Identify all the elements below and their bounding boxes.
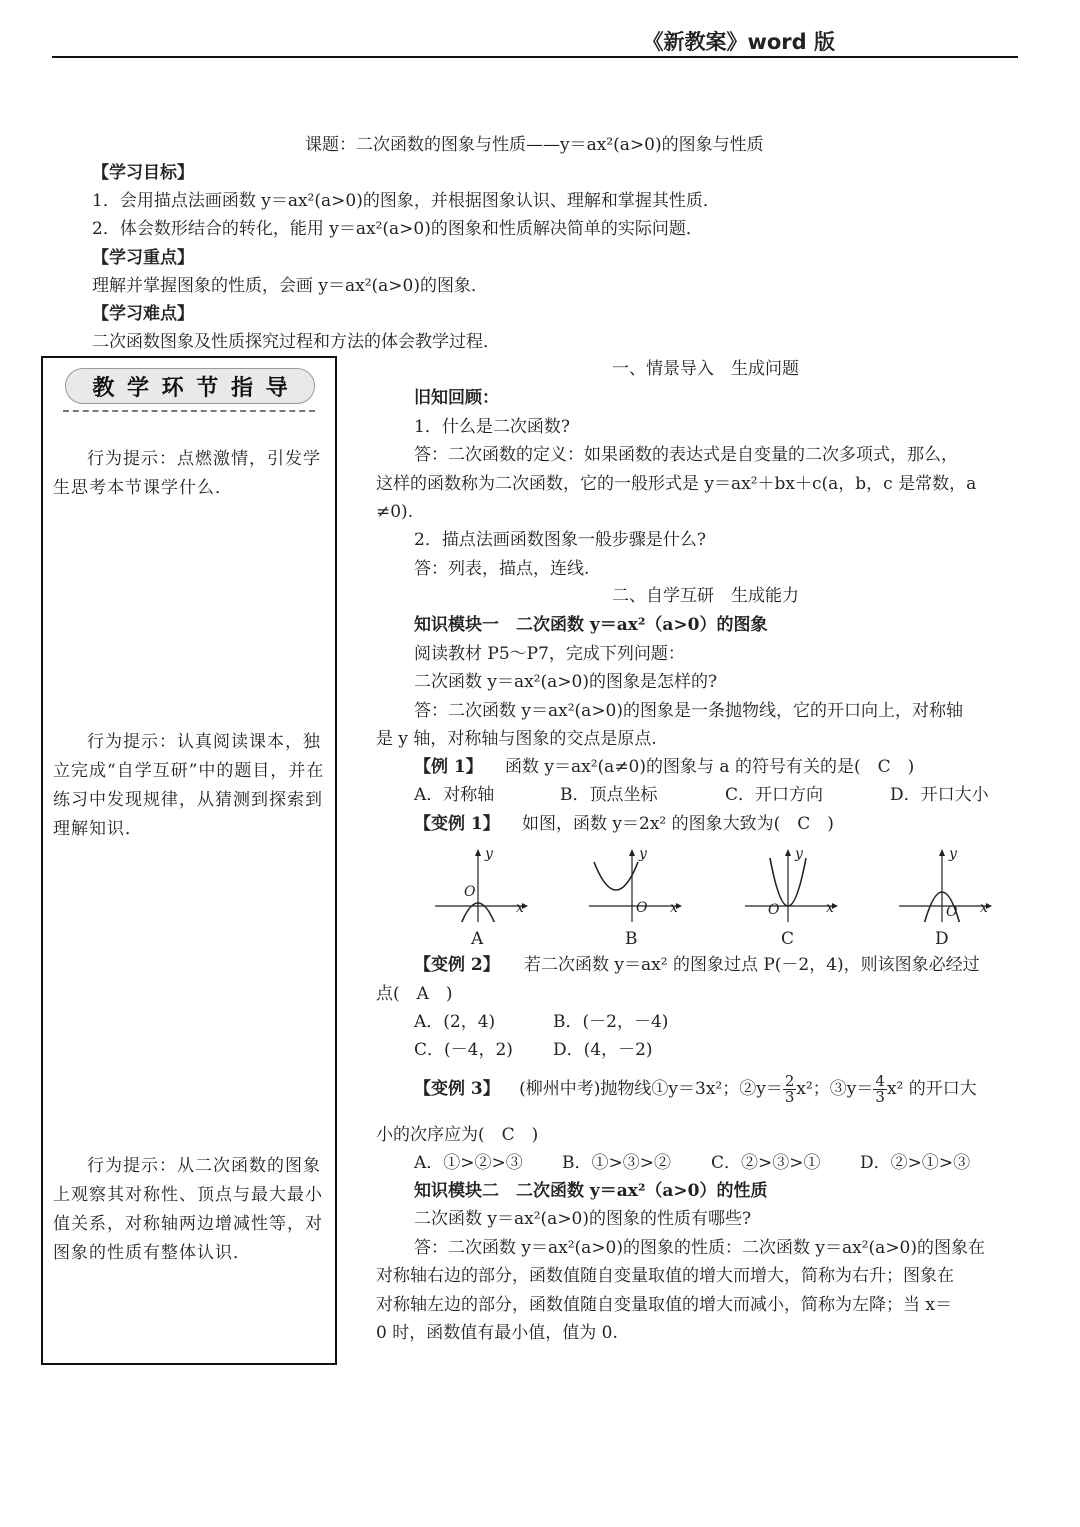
- question-1: 1．什么是二次函数?: [414, 417, 570, 437]
- axis-x-label: x: [516, 900, 524, 916]
- variant-3-option-b: B．①>③>②: [562, 1153, 671, 1173]
- variant-3-text-2: 小的次序应为( C ): [376, 1125, 539, 1145]
- sidebar-tip-3: 行为提示：从二次函数的图象上观察其对称性、顶点与最大最小值关系，对称轴两边增减性等，对图象的性质有整体认识．: [53, 1156, 323, 1263]
- variant-2-option-a: A．(2，4): [414, 1012, 496, 1032]
- graph-d-label: D: [935, 929, 949, 949]
- banner-char: 教: [92, 374, 115, 401]
- axis-x-label: x: [826, 900, 834, 916]
- fraction-denominator: 3: [784, 1088, 795, 1106]
- answer-4-line-2: 对称轴右边的部分，函数值随自变量取值的增大而增大，简称为右升；图象在: [376, 1266, 954, 1286]
- graph-d-plot: [894, 842, 994, 922]
- key-text: 理解并掌握图象的性质，会画 y＝ax²(a>0)的图象．: [92, 276, 489, 296]
- graph-c-plot: [740, 842, 840, 922]
- origin-label: O: [464, 884, 476, 900]
- variant-3-option-a: A．①>②>③: [414, 1153, 523, 1173]
- fraction-2-3: [783, 1074, 797, 1105]
- variant-2-text: 若二次函数 y＝ax² 的图象过点 P(－2，4)，则该图象必经过: [524, 955, 980, 975]
- answer-4-line-4: 0 时，函数值有最小值，值为 0.: [376, 1323, 618, 1343]
- graph-a-plot: [430, 842, 530, 922]
- variant-3-mid: x²；③y＝: [796, 1079, 874, 1099]
- graph-a-label: A: [471, 929, 484, 949]
- origin-label: O: [768, 902, 780, 918]
- teaching-guide-sidebar: [41, 356, 337, 1365]
- section-2-heading: 二、自学互研 生成能力: [612, 586, 799, 606]
- banner-char: 指: [230, 374, 253, 401]
- answer-1-line-3: ≠0).: [376, 502, 414, 522]
- objective-2: 2．体会数形结合的转化，能用 y＝ax²(a>0)的图象和性质解决简单的实际问题．: [92, 219, 703, 239]
- header-rule: [52, 56, 1018, 58]
- question-2: 2．描点法画函数图象一般步骤是什么?: [414, 530, 706, 550]
- answer-1-line-2: 这样的函数称为二次函数，它的一般形式是 y＝ax²＋bx＋c(a，b，c 是常数，a: [376, 474, 977, 494]
- variant-3-source: (柳州中考)抛物线①y＝3x²；②y＝: [519, 1079, 783, 1099]
- axis-x-label: x: [670, 900, 678, 916]
- answer-3-line-2: 是 y 轴，对称轴与图象的交点是原点.: [376, 729, 657, 749]
- question-3: 二次函数 y＝ax²(a>0)的图象是怎样的?: [414, 672, 718, 692]
- graph-b-plot: [584, 842, 684, 922]
- answer-4-line-1: 答：二次函数 y＝ax²(a>0)的图象的性质：二次函数 y＝ax²(a>0)的图象在: [414, 1238, 986, 1258]
- answer-3-line-1: 答：二次函数 y＝ax²(a>0)的图象是一条抛物线，它的开口向上，对称轴: [414, 701, 964, 721]
- answer-1-line-1: 答：二次函数的定义：如果函数的表达式是自变量的二次多项式，那么，: [414, 445, 958, 465]
- axis-y-label: y: [949, 846, 957, 862]
- origin-label: O: [636, 900, 648, 916]
- graph-b: [584, 842, 684, 949]
- banner-char: 节: [196, 374, 219, 401]
- variant-1-text: 如图，函数 y＝2x² 的图象大致为( C ): [522, 814, 834, 834]
- graph-c: [740, 842, 840, 949]
- header-title: 《新教案》word 版: [642, 30, 835, 54]
- graph-b-label: B: [625, 929, 638, 949]
- variant-2-option-b: B．(－2，－4): [553, 1012, 669, 1032]
- sidebar-tip-1: 行为提示：点燃激情，引发学生思考本节课学什么．: [53, 449, 321, 498]
- banner-char: 导: [265, 374, 288, 401]
- axis-y-label: y: [795, 846, 803, 862]
- teaching-guide-banner: [65, 368, 315, 404]
- question-4: 二次函数 y＝ax²(a>0)的图象的性质有哪些?: [414, 1209, 752, 1229]
- example-1-option-b: B．顶点坐标: [560, 785, 658, 805]
- variant-3-option-c: C．②>③>①: [711, 1153, 821, 1173]
- variant-2-text-2: 点( A ): [376, 984, 453, 1004]
- example-1-option-c: C．开口方向: [725, 785, 824, 805]
- graph-c-label: C: [781, 929, 795, 949]
- module-1-heading: 知识模块一 二次函数 y＝ax²（a>0）的图象: [414, 615, 768, 635]
- variant-3-end: x² 的开口大: [886, 1079, 977, 1099]
- variant-2-label: 【变例 2】: [414, 955, 500, 975]
- axis-y-label: y: [485, 846, 493, 862]
- example-1-label: 【例 1】: [414, 757, 483, 777]
- difficulty-text: 二次函数图象及性质探究过程和方法的体会教学过程．: [92, 332, 500, 352]
- fraction-4-3: [873, 1074, 887, 1105]
- axis-y-label: y: [639, 846, 647, 862]
- sidebar-tip-2: 行为提示：认真阅读课本，独立完成“自学互研”中的题目，并在练习中发现规律，从猜测到探索到理解知识．: [53, 732, 325, 839]
- variant-3-line: [414, 1074, 977, 1105]
- variant-3-label: 【变例 3】: [414, 1079, 500, 1099]
- origin-label: O: [946, 904, 958, 920]
- fraction-numerator: 2: [784, 1072, 795, 1090]
- review-heading: 旧知回顾：: [414, 388, 499, 408]
- objective-1: 1．会用描点法画函数 y＝ax²(a>0)的图象，并根据图象认识、理解和掌握其性质．: [92, 191, 720, 211]
- axis-x-label: x: [980, 900, 988, 916]
- answer-4-line-3: 对称轴左边的部分，函数值随自变量取值的增大而减小，简称为左降；当 x＝: [376, 1295, 952, 1315]
- graph-a: [430, 842, 530, 949]
- banner-char: 学: [126, 374, 149, 401]
- example-1-option-d: D．开口大小: [890, 785, 989, 805]
- section-1-heading: 一、情景导入 生成问题: [612, 359, 799, 379]
- difficulty-heading: 【学习难点】: [92, 304, 194, 324]
- banner-char: 环: [161, 374, 184, 401]
- variant-2-option-d: D．(4，－2): [553, 1040, 653, 1060]
- variant-3-option-d: D．②>①>③: [860, 1153, 971, 1173]
- lesson-title: 课题：二次函数的图象与性质——y＝ax²(a>0)的图象与性质: [305, 135, 764, 155]
- answer-2: 答：列表，描点，连线.: [414, 559, 590, 579]
- variant-1-label: 【变例 1】: [414, 814, 500, 834]
- example-1-text: 函数 y＝ax²(a≠0)的图象与 a 的符号有关的是( C ): [505, 757, 915, 777]
- graph-d: [894, 842, 994, 949]
- variant-2-option-c: C．(－4，2): [414, 1040, 513, 1060]
- fraction-denominator: 3: [875, 1088, 885, 1106]
- fraction-numerator: 4: [875, 1072, 885, 1090]
- banner-divider: [63, 410, 315, 412]
- read-instruction: 阅读教材 P5～P7，完成下列问题：: [414, 644, 685, 664]
- objectives-heading: 【学习目标】: [92, 163, 194, 183]
- example-1-option-a: A．对称轴: [414, 785, 495, 805]
- key-heading: 【学习重点】: [92, 248, 194, 268]
- module-2-heading: 知识模块二 二次函数 y＝ax²（a>0）的性质: [414, 1181, 768, 1201]
